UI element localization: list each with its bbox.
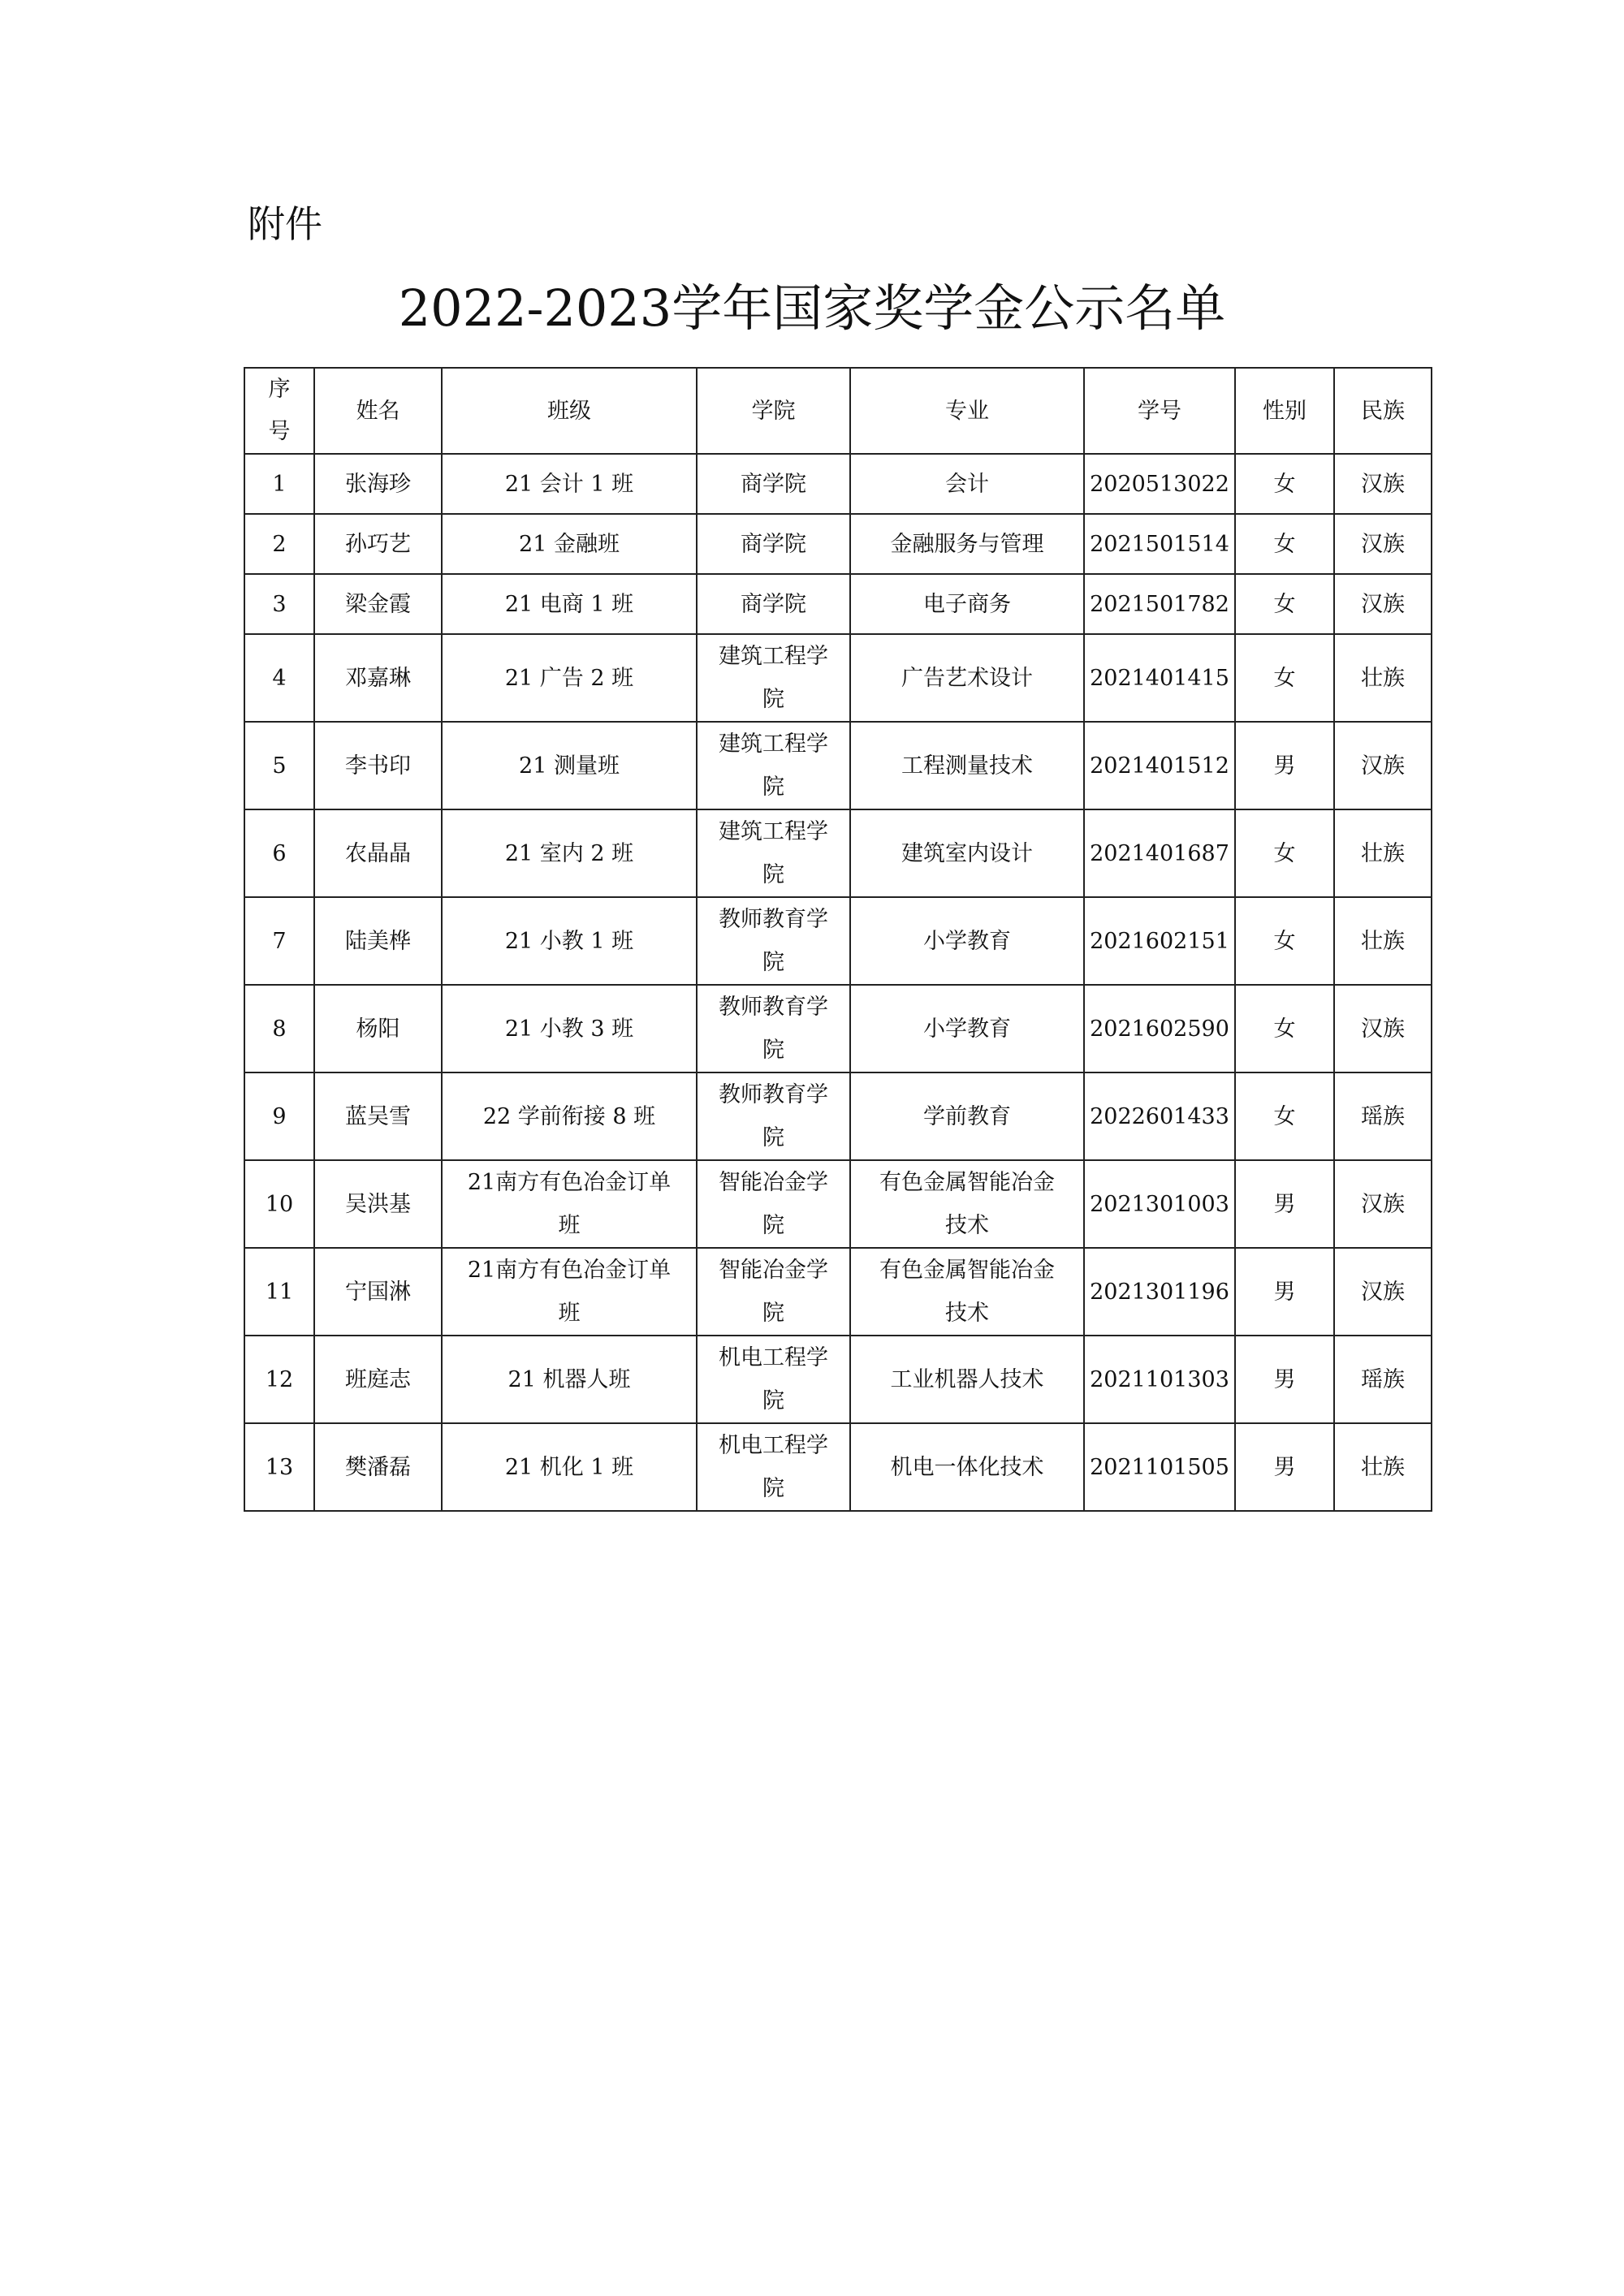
cell-name: 吴洪基 xyxy=(314,1160,442,1248)
cell-name: 杨阳 xyxy=(314,985,442,1072)
header-row xyxy=(244,368,1432,454)
cell-gender: 女 xyxy=(1235,454,1334,514)
cell-name: 梁金霞 xyxy=(314,574,442,634)
cell-college: 建筑工程学院 xyxy=(697,634,850,722)
cell-major: 机电一体化技术 xyxy=(850,1423,1084,1511)
table-row xyxy=(244,1072,1432,1160)
cell-gender: 女 xyxy=(1235,514,1334,574)
cell-major: 工程测量技术 xyxy=(850,722,1084,809)
cell-gender: 女 xyxy=(1235,985,1334,1072)
cell-index: 6 xyxy=(244,809,314,897)
header-student-id: 学号 xyxy=(1084,368,1235,454)
cell-gender: 女 xyxy=(1235,1072,1334,1160)
cell-index: 10 xyxy=(244,1160,314,1248)
header-ethnicity: 民族 xyxy=(1334,368,1432,454)
cell-class: 21 小教 1 班 xyxy=(442,897,697,985)
cell-college: 机电工程学院 xyxy=(697,1336,850,1423)
cell-index: 7 xyxy=(244,897,314,985)
cell-index: 11 xyxy=(244,1248,314,1336)
cell-student-id: 2021602590 xyxy=(1084,985,1235,1072)
cell-class: 21 室内 2 班 xyxy=(442,809,697,897)
cell-major: 电子商务 xyxy=(850,574,1084,634)
cell-class: 21 测量班 xyxy=(442,722,697,809)
table-row xyxy=(244,1160,1432,1248)
cell-college: 智能冶金学院 xyxy=(697,1248,850,1336)
table-row xyxy=(244,634,1432,722)
cell-gender: 女 xyxy=(1235,634,1334,722)
table-row xyxy=(244,1423,1432,1511)
cell-index: 13 xyxy=(244,1423,314,1511)
cell-index: 3 xyxy=(244,574,314,634)
cell-index: 1 xyxy=(244,454,314,514)
cell-name: 陆美桦 xyxy=(314,897,442,985)
cell-ethnicity: 汉族 xyxy=(1334,985,1432,1072)
cell-student-id: 2021401415 xyxy=(1084,634,1235,722)
cell-index: 8 xyxy=(244,985,314,1072)
cell-ethnicity: 汉族 xyxy=(1334,454,1432,514)
table-row xyxy=(244,574,1432,634)
cell-name: 农晶晶 xyxy=(314,809,442,897)
header-gender: 性别 xyxy=(1235,368,1334,454)
cell-student-id: 2021501514 xyxy=(1084,514,1235,574)
cell-major: 有色金属智能冶金技术 xyxy=(850,1248,1084,1336)
cell-class: 21 小教 3 班 xyxy=(442,985,697,1072)
table-row xyxy=(244,722,1432,809)
cell-class: 22 学前衔接 8 班 xyxy=(442,1072,697,1160)
cell-name: 李书印 xyxy=(314,722,442,809)
cell-class: 21 电商 1 班 xyxy=(442,574,697,634)
cell-index: 9 xyxy=(244,1072,314,1160)
table-row xyxy=(244,897,1432,985)
table-row xyxy=(244,809,1432,897)
cell-ethnicity: 壮族 xyxy=(1334,809,1432,897)
cell-college: 教师教育学院 xyxy=(697,985,850,1072)
cell-name: 张海珍 xyxy=(314,454,442,514)
cell-student-id: 2021101303 xyxy=(1084,1336,1235,1423)
cell-name: 孙巧艺 xyxy=(314,514,442,574)
cell-major: 会计 xyxy=(850,454,1084,514)
cell-class: 21 机化 1 班 xyxy=(442,1423,697,1511)
cell-student-id: 2021501782 xyxy=(1084,574,1235,634)
cell-student-id: 2021301003 xyxy=(1084,1160,1235,1248)
cell-college: 建筑工程学院 xyxy=(697,722,850,809)
cell-class: 21 金融班 xyxy=(442,514,697,574)
cell-major: 金融服务与管理 xyxy=(850,514,1084,574)
cell-gender: 男 xyxy=(1235,1336,1334,1423)
cell-student-id: 2021101505 xyxy=(1084,1423,1235,1511)
cell-name: 蓝吴雪 xyxy=(314,1072,442,1160)
cell-name: 邓嘉琳 xyxy=(314,634,442,722)
cell-index: 2 xyxy=(244,514,314,574)
cell-college: 教师教育学院 xyxy=(697,897,850,985)
cell-gender: 女 xyxy=(1235,897,1334,985)
cell-major: 建筑室内设计 xyxy=(850,809,1084,897)
cell-index: 4 xyxy=(244,634,314,722)
cell-ethnicity: 壮族 xyxy=(1334,634,1432,722)
cell-class: 21 会计 1 班 xyxy=(442,454,697,514)
table-row xyxy=(244,454,1432,514)
cell-ethnicity: 汉族 xyxy=(1334,514,1432,574)
cell-gender: 男 xyxy=(1235,1423,1334,1511)
cell-gender: 男 xyxy=(1235,1248,1334,1336)
cell-student-id: 2021401687 xyxy=(1084,809,1235,897)
table-row xyxy=(244,514,1432,574)
cell-index: 12 xyxy=(244,1336,314,1423)
cell-name: 宁国淋 xyxy=(314,1248,442,1336)
cell-ethnicity: 瑶族 xyxy=(1334,1072,1432,1160)
cell-college: 教师教育学院 xyxy=(697,1072,850,1160)
table-row xyxy=(244,985,1432,1072)
cell-college: 机电工程学院 xyxy=(697,1423,850,1511)
cell-college: 商学院 xyxy=(697,454,850,514)
cell-ethnicity: 汉族 xyxy=(1334,574,1432,634)
cell-ethnicity: 汉族 xyxy=(1334,1248,1432,1336)
cell-name: 班庭志 xyxy=(314,1336,442,1423)
document-title: 2022-2023学年国家奖学金公示名单 xyxy=(398,278,1226,338)
cell-student-id: 2021602151 xyxy=(1084,897,1235,985)
cell-gender: 男 xyxy=(1235,722,1334,809)
table-row xyxy=(244,1336,1432,1423)
cell-name: 樊潘磊 xyxy=(314,1423,442,1511)
header-index: 序号 xyxy=(244,368,314,454)
cell-ethnicity: 瑶族 xyxy=(1334,1336,1432,1423)
cell-major: 小学教育 xyxy=(850,897,1084,985)
header-class: 班级 xyxy=(442,368,697,454)
cell-student-id: 2021301196 xyxy=(1084,1248,1235,1336)
cell-major: 学前教育 xyxy=(850,1072,1084,1160)
cell-college: 建筑工程学院 xyxy=(697,809,850,897)
cell-ethnicity: 壮族 xyxy=(1334,1423,1432,1511)
cell-major: 广告艺术设计 xyxy=(850,634,1084,722)
cell-student-id: 2020513022 xyxy=(1084,454,1235,514)
cell-ethnicity: 汉族 xyxy=(1334,722,1432,809)
cell-gender: 女 xyxy=(1235,574,1334,634)
cell-index: 5 xyxy=(244,722,314,809)
cell-gender: 女 xyxy=(1235,809,1334,897)
cell-class: 21南方有色冶金订单班 xyxy=(442,1248,697,1336)
scholarship-table xyxy=(244,367,1432,1512)
cell-class: 21 广告 2 班 xyxy=(442,634,697,722)
header-name: 姓名 xyxy=(314,368,442,454)
cell-ethnicity: 壮族 xyxy=(1334,897,1432,985)
header-college: 学院 xyxy=(697,368,850,454)
cell-college: 智能冶金学院 xyxy=(697,1160,850,1248)
cell-class: 21南方有色冶金订单班 xyxy=(442,1160,697,1248)
attachment-label: 附件 xyxy=(248,202,322,246)
cell-ethnicity: 汉族 xyxy=(1334,1160,1432,1248)
cell-student-id: 2022601433 xyxy=(1084,1072,1235,1160)
cell-major: 工业机器人技术 xyxy=(850,1336,1084,1423)
cell-college: 商学院 xyxy=(697,514,850,574)
header-major: 专业 xyxy=(850,368,1084,454)
cell-class: 21 机器人班 xyxy=(442,1336,697,1423)
cell-student-id: 2021401512 xyxy=(1084,722,1235,809)
cell-gender: 男 xyxy=(1235,1160,1334,1248)
cell-major: 小学教育 xyxy=(850,985,1084,1072)
cell-college: 商学院 xyxy=(697,574,850,634)
table-row xyxy=(244,1248,1432,1336)
cell-major: 有色金属智能冶金技术 xyxy=(850,1160,1084,1248)
